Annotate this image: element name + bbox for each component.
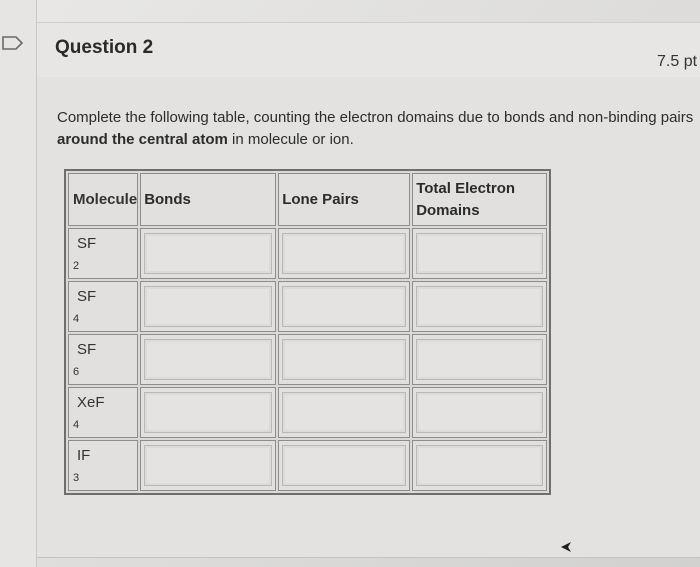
lone-pairs-input[interactable] bbox=[282, 445, 406, 486]
header-bonds: Bonds bbox=[140, 173, 276, 226]
bonds-input[interactable] bbox=[144, 286, 272, 327]
table-row bbox=[68, 228, 547, 279]
bonds-cell bbox=[140, 228, 276, 279]
lone-pairs-cell bbox=[278, 281, 410, 332]
header-total-domains: Total Electron Domains bbox=[412, 173, 547, 226]
total-domains-cell bbox=[412, 281, 547, 332]
table-row bbox=[68, 334, 547, 385]
molecule-cell: XeF $_4$ bbox=[68, 387, 138, 438]
bonds-cell bbox=[140, 387, 276, 438]
question-points: 7.5 pt bbox=[657, 53, 698, 70]
lone-pairs-cell bbox=[278, 440, 410, 491]
lone-pairs-cell bbox=[278, 228, 410, 279]
instructions-part1: Complete the following table, counting the electron domains due to bonds and non-binding pairs bbox=[57, 109, 694, 126]
lone-pairs-cell bbox=[278, 334, 410, 385]
lone-pairs-cell bbox=[278, 387, 410, 438]
molecule-cell: IF $_3$ bbox=[68, 440, 138, 491]
bonds-cell bbox=[140, 281, 276, 332]
total-domains-input[interactable] bbox=[416, 392, 543, 433]
bonds-cell bbox=[140, 334, 276, 385]
total-domains-input[interactable] bbox=[416, 286, 543, 327]
total-domains-input[interactable] bbox=[416, 445, 543, 486]
bookmark-flag-icon[interactable] bbox=[2, 36, 24, 50]
question-title: Question 2 bbox=[55, 37, 154, 58]
bonds-input[interactable] bbox=[144, 445, 272, 486]
question-header bbox=[37, 22, 700, 78]
table-row bbox=[68, 281, 547, 332]
bonds-input[interactable] bbox=[144, 233, 272, 274]
instructions-rest: in molecule or ion. bbox=[227, 131, 354, 148]
lone-pairs-input[interactable] bbox=[282, 286, 406, 327]
table-row bbox=[68, 440, 547, 491]
table-header-row bbox=[68, 173, 547, 226]
lone-pairs-input[interactable] bbox=[282, 233, 406, 274]
total-domains-cell bbox=[412, 228, 547, 279]
total-domains-input[interactable] bbox=[416, 233, 543, 274]
header-molecule: Molecule bbox=[68, 173, 138, 226]
bonds-cell bbox=[140, 440, 276, 491]
table-row bbox=[68, 387, 547, 438]
question-instructions bbox=[57, 107, 700, 151]
molecule-cell: SF $_4$ bbox=[68, 281, 138, 332]
total-domains-input[interactable] bbox=[416, 339, 543, 380]
bonds-input[interactable] bbox=[144, 339, 272, 380]
lone-pairs-input[interactable] bbox=[282, 392, 406, 433]
instructions-bold: around the central atom bbox=[57, 131, 228, 148]
lone-pairs-input[interactable] bbox=[282, 339, 406, 380]
bonds-input[interactable] bbox=[144, 392, 272, 433]
molecule-cell: SF $_6$ bbox=[68, 334, 138, 385]
mouse-pointer-icon bbox=[560, 541, 572, 553]
total-domains-cell bbox=[412, 440, 547, 491]
total-domains-cell bbox=[412, 334, 547, 385]
header-lone-pairs: Lone Pairs bbox=[278, 173, 410, 226]
left-gutter bbox=[0, 0, 37, 567]
electron-domain-table bbox=[64, 169, 551, 495]
total-domains-cell bbox=[412, 387, 547, 438]
question-body bbox=[37, 77, 700, 558]
molecule-cell: SF $_2$ bbox=[68, 228, 138, 279]
